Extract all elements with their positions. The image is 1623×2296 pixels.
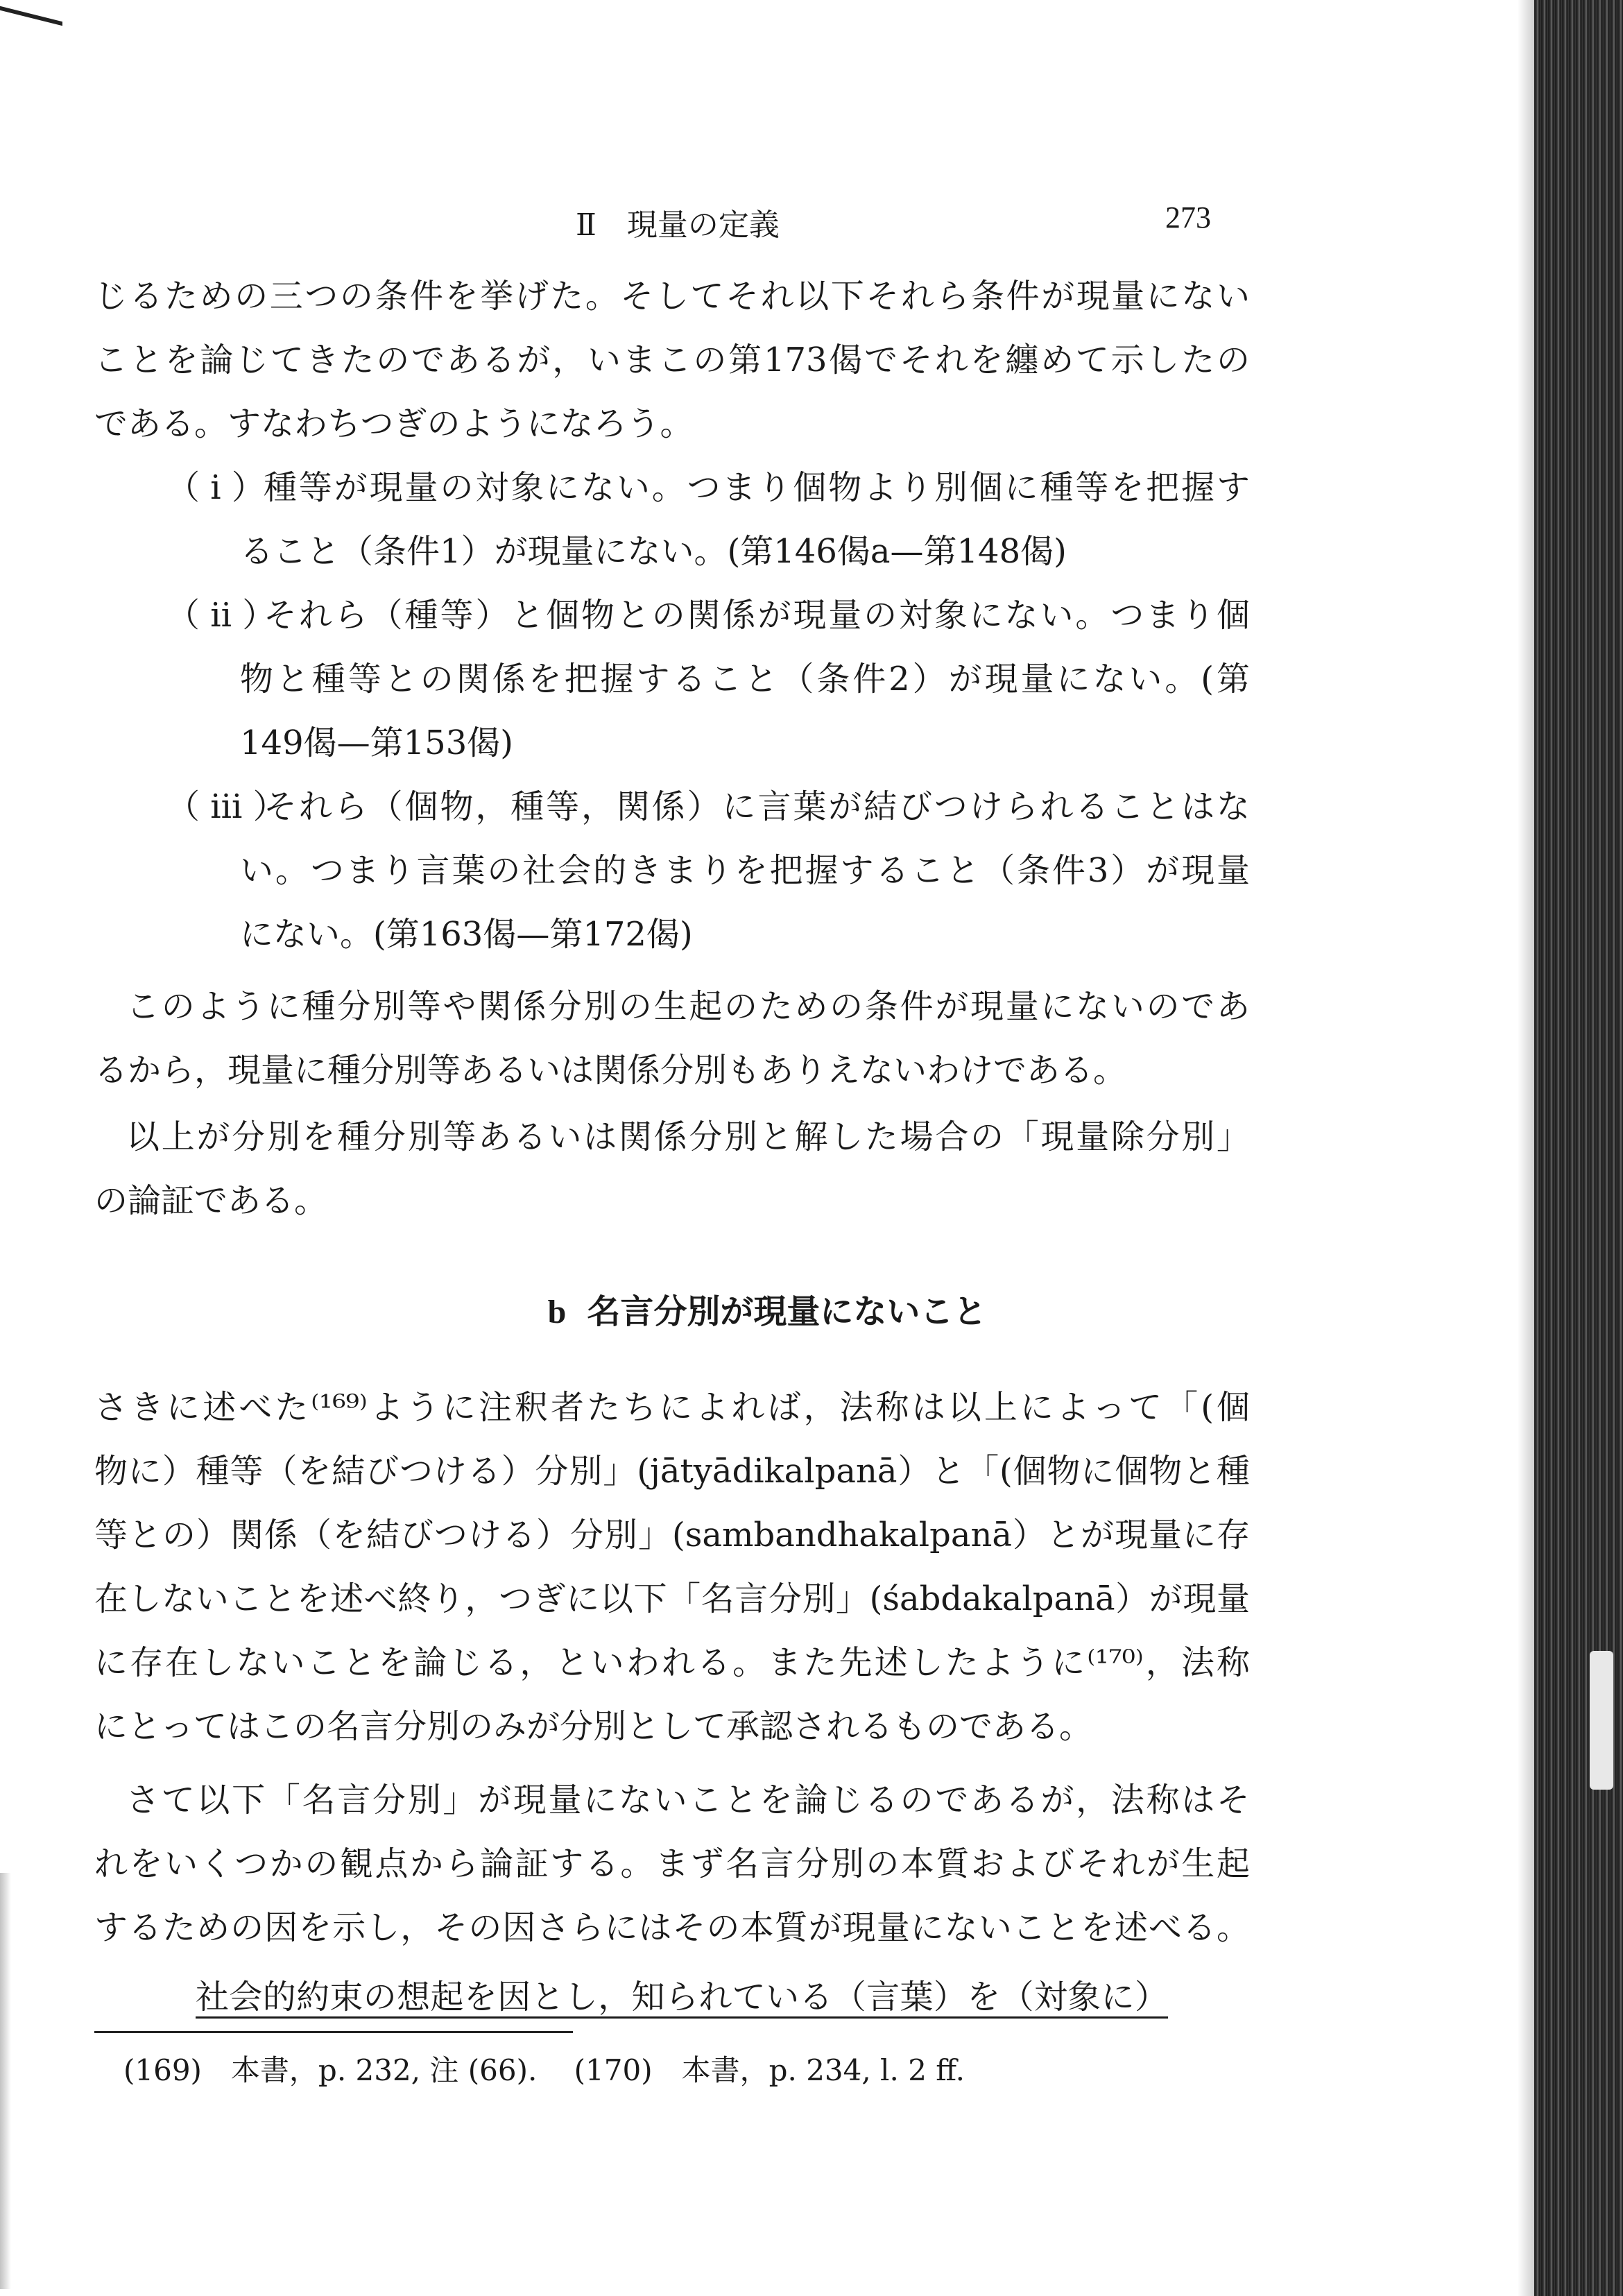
section-title: Ⅱ 現量の定義 — [576, 207, 780, 243]
body-line: 物に）種等（を結びつける）分別」(jātyādikalpanā）と「(個物に個物と種 — [94, 1452, 1250, 1491]
heading-letter: b — [547, 1294, 567, 1330]
body-line: ことを論じてきたのであるが，いまこの第173偈でそれを纏めて示したの — [94, 341, 1250, 379]
body-line: の論証である。 — [94, 1181, 328, 1220]
body-line: 以上が分別を種分別等あるいは関係分別と解した場合の「現量除分別」 — [126, 1117, 1250, 1156]
body-line: 在しないことを述べ終り，つぎに以下「名言分別」(śabdakalpanā）が現量 — [94, 1579, 1250, 1618]
binding-highlight — [1590, 1651, 1613, 1790]
list-line: それら（種等）と個物との関係が現量の対象にない。つまり個 — [264, 596, 1250, 635]
body-line: に存在しないことを論じる，といわれる。また先述したように⁽¹⁷⁰⁾，法称 — [94, 1643, 1250, 1682]
body-line: さて以下「名言分別」が現量にないことを論じるのであるが，法称はそ — [126, 1781, 1250, 1819]
body-line: じるための三つの条件を挙げた。そしてそれ以下それら条件が現量にない — [94, 277, 1250, 316]
list-marker: （ i ） — [166, 468, 265, 507]
body-line: るから，現量に種分別等あるいは関係分別もありえないわけである。 — [94, 1051, 1127, 1090]
body-line: するための因を示し，その因さらにはその本質が現量にないことを述べる。 — [94, 1908, 1250, 1947]
heading-text: 名言分別が現量にないこと — [587, 1292, 987, 1331]
list-line: ること（条件1）が現量にない。(第146偈a—第148偈) — [240, 532, 1067, 571]
section-heading — [0, 1285, 1534, 1333]
footnote-rule — [94, 2031, 573, 2033]
list-marker: （ iii ） — [166, 787, 286, 826]
list-line: い。つまり言葉の社会的きまりを把握すること（条件3）が現量 — [240, 851, 1250, 890]
scan-corner-mark — [0, 6, 62, 53]
footnote-169: (169) 本書，p. 232, 注 (66). — [123, 2053, 538, 2087]
body-line: である。すなわちつぎのようになろう。 — [94, 404, 694, 443]
body-line: れをいくつかの観点から論証する。まず名言分別の本質およびそれが生起 — [94, 1844, 1250, 1883]
running-header — [0, 200, 1534, 248]
footnotes — [123, 2048, 993, 2089]
body-line: このように種分別等や関係分別の生起のための条件が現量にないのであ — [126, 987, 1250, 1026]
list-line: 149偈—第153偈) — [240, 723, 513, 762]
page-number: 273 — [1165, 200, 1211, 234]
list-marker: （ ii ） — [166, 596, 276, 635]
list-line: 種等が現量の対象にない。つまり個物より別個に種等を把握す — [264, 468, 1250, 507]
verse-quote: 社会的約束の想起を因とし，知られている（言葉）を（対象に） — [196, 1978, 1168, 2016]
binding-shadow — [1534, 0, 1623, 2296]
footnote-170: (170) 本書，p. 234, l. 2 ff. — [574, 2053, 965, 2087]
body-line: さきに述べた⁽¹⁶⁹⁾ように注釈者たちによれば，法称は以上によって「(個 — [94, 1388, 1250, 1427]
list-line: 物と種等との関係を把握すること（条件2）が現量にない。(第 — [240, 660, 1250, 699]
body-line: 等との）関係（を結びつける）分別」(sambandhakalpanā）とが現量に存 — [94, 1516, 1250, 1554]
list-line: それら（個物，種等，関係）に言葉が結びつけられることはな — [264, 787, 1250, 826]
body-line: にとってはこの名言分別のみが分別として承認されるものである。 — [94, 1707, 1093, 1746]
list-line: にない。(第163偈—第172偈) — [240, 915, 693, 954]
scan-left-shadow — [0, 1873, 11, 2289]
